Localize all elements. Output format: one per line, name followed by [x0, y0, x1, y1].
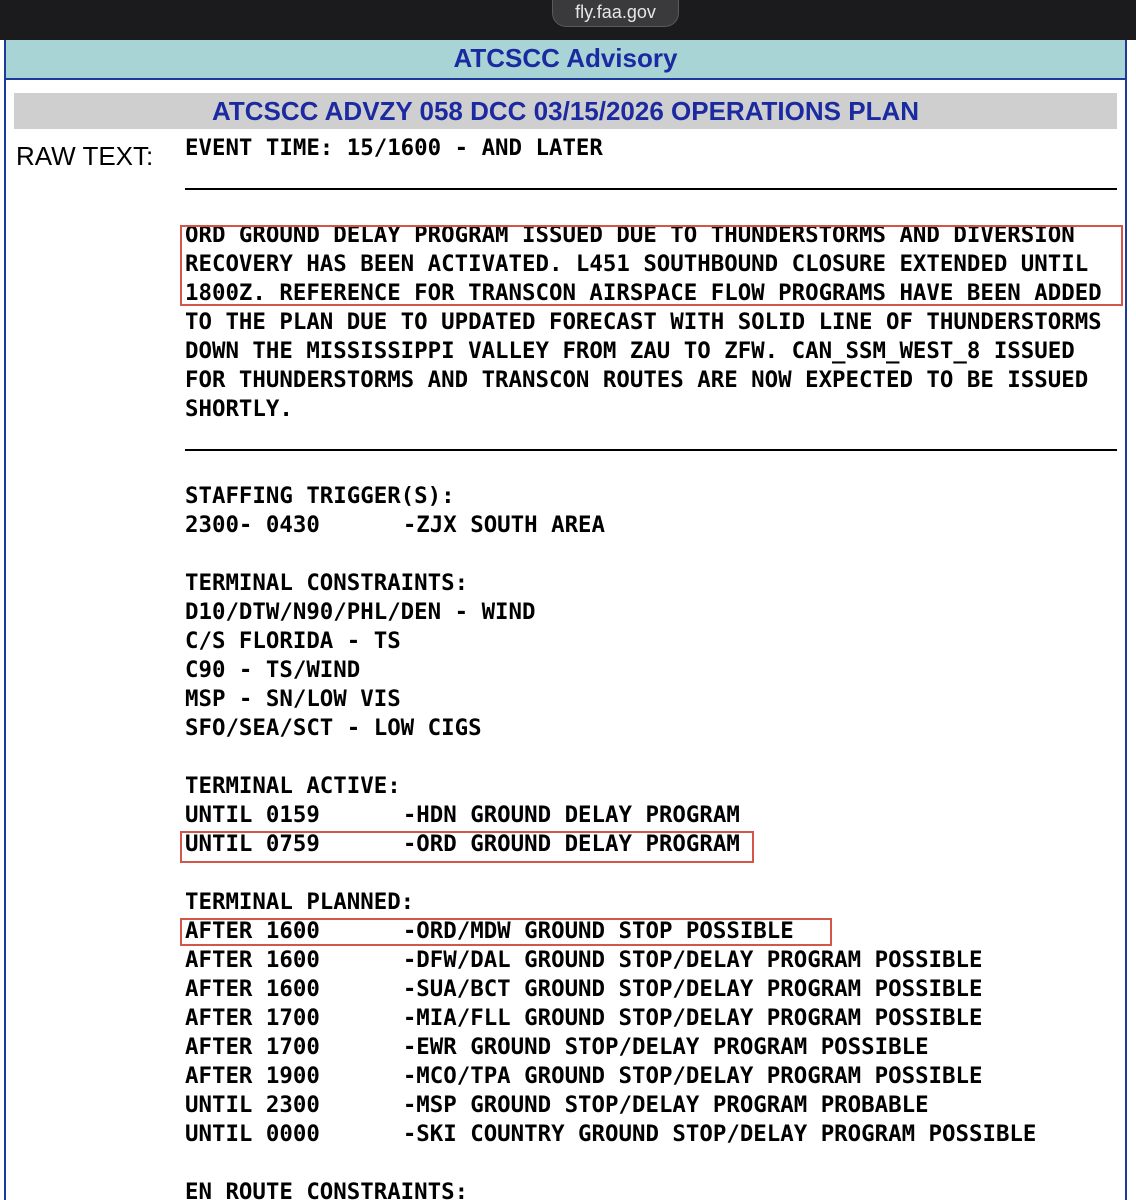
row-desc: -EWR GROUND STOP/DELAY PROGRAM POSSIBLE: [402, 1034, 929, 1060]
row-desc: -SKI COUNTRY GROUND STOP/DELAY PROGRAM POSSIBLE: [402, 1121, 1037, 1147]
row-time: UNTIL 0759: [185, 831, 320, 857]
divider-rule: [185, 163, 1125, 192]
terminal-planned-row: [185, 975, 1125, 1004]
row-desc: -ZJX SOUTH AREA: [402, 512, 606, 538]
row-time: UNTIL 0159: [185, 802, 320, 828]
advisory-title-bar: [14, 93, 1117, 129]
row-desc: -MSP GROUND STOP/DELAY PROGRAM PROBABLE: [402, 1092, 929, 1118]
divider-rule: [185, 424, 1125, 453]
row-time: 2300- 0430: [185, 512, 320, 538]
terminal-planned-heading: TERMINAL PLANNED:: [185, 889, 415, 915]
raw-text-body: [185, 134, 1125, 1200]
browser-top-bar: [0, 0, 1136, 40]
row-time: UNTIL 0000: [185, 1121, 320, 1147]
event-time-line: EVENT TIME: 15/1600 - AND LATER: [185, 135, 603, 161]
content-frame-left-border: [4, 80, 6, 1200]
url-address-pill[interactable]: fly.faa.gov: [552, 0, 679, 27]
terminal-constraints-heading: TERMINAL CONSTRAINTS:: [185, 570, 469, 596]
row-time: UNTIL 2300: [185, 1092, 320, 1118]
row-desc: -SUA/BCT GROUND STOP/DELAY PROGRAM POSSIBLE: [402, 976, 983, 1002]
row-time: AFTER 1600: [185, 918, 320, 944]
row-desc: -DFW/DAL GROUND STOP/DELAY PROGRAM POSSIBLE: [402, 947, 983, 973]
terminal-constraint-row: D10/DTW/N90/PHL/DEN - WIND: [185, 599, 536, 625]
page-title: ATCSCC Advisory: [453, 43, 678, 73]
row-desc: -MIA/FLL GROUND STOP/DELAY PROGRAM POSSIBLE: [402, 1005, 983, 1031]
row-time: AFTER 1600: [185, 976, 320, 1002]
narrative-line: FOR THUNDERSTORMS AND TRANSCON ROUTES ARE NOW EXPECTED TO BE ISSUED: [185, 367, 1089, 393]
staffing-trigger-row: [185, 511, 1125, 540]
narrative-line: RECOVERY HAS BEEN ACTIVATED. L451 SOUTHBOUND CLOSURE EXTENDED UNTIL: [185, 251, 1089, 277]
en-route-constraints-heading: EN ROUTE CONSTRAINTS:: [185, 1179, 469, 1200]
row-desc: -HDN GROUND DELAY PROGRAM: [402, 802, 740, 828]
row-time: AFTER 1600: [185, 947, 320, 973]
advisory-title: ATCSCC ADVZY 058 DCC 03/15/2026 OPERATIONS PLAN: [211, 96, 919, 126]
advisory-header-bar: [4, 40, 1127, 80]
narrative-line: 1800Z. REFERENCE FOR TRANSCON AIRSPACE FLOW PROGRAMS HAVE BEEN ADDED: [185, 280, 1102, 306]
terminal-active-row: [185, 830, 1125, 859]
row-time: AFTER 1900: [185, 1063, 320, 1089]
narrative-line: DOWN THE MISSISSIPPI VALLEY FROM ZAU TO ZFW. CAN_SSM_WEST_8 ISSUED: [185, 338, 1075, 364]
terminal-planned-row: [185, 917, 1125, 946]
narrative-line: SHORTLY.: [185, 396, 293, 422]
row-desc: -ORD/MDW GROUND STOP POSSIBLE: [402, 918, 794, 944]
terminal-constraint-row: SFO/SEA/SCT - LOW CIGS: [185, 715, 482, 741]
row-desc: -MCO/TPA GROUND STOP/DELAY PROGRAM POSSIBLE: [402, 1063, 983, 1089]
terminal-planned-row: [185, 946, 1125, 975]
content-frame-right-border: [1125, 80, 1127, 1200]
raw-text-label: RAW TEXT:: [16, 141, 154, 171]
terminal-planned-row: [185, 1033, 1125, 1062]
row-time: AFTER 1700: [185, 1034, 320, 1060]
terminal-planned-row: [185, 1062, 1125, 1091]
staffing-triggers-heading: STAFFING TRIGGER(S):: [185, 483, 455, 509]
terminal-planned-row: [185, 1091, 1125, 1120]
row-time: AFTER 1700: [185, 1005, 320, 1031]
row-desc: -ORD GROUND DELAY PROGRAM: [402, 831, 740, 857]
terminal-constraint-row: C90 - TS/WIND: [185, 657, 361, 683]
terminal-active-row: [185, 801, 1125, 830]
terminal-constraint-row: MSP - SN/LOW VIS: [185, 686, 401, 712]
narrative-line: ORD GROUND DELAY PROGRAM ISSUED DUE TO THUNDERSTORMS AND DIVERSION: [185, 222, 1075, 248]
terminal-planned-row: [185, 1004, 1125, 1033]
terminal-constraint-row: C/S FLORIDA - TS: [185, 628, 401, 654]
terminal-planned-row: [185, 1120, 1125, 1149]
terminal-active-heading: TERMINAL ACTIVE:: [185, 773, 401, 799]
narrative-line: TO THE PLAN DUE TO UPDATED FORECAST WITH SOLID LINE OF THUNDERSTORMS: [185, 309, 1102, 335]
